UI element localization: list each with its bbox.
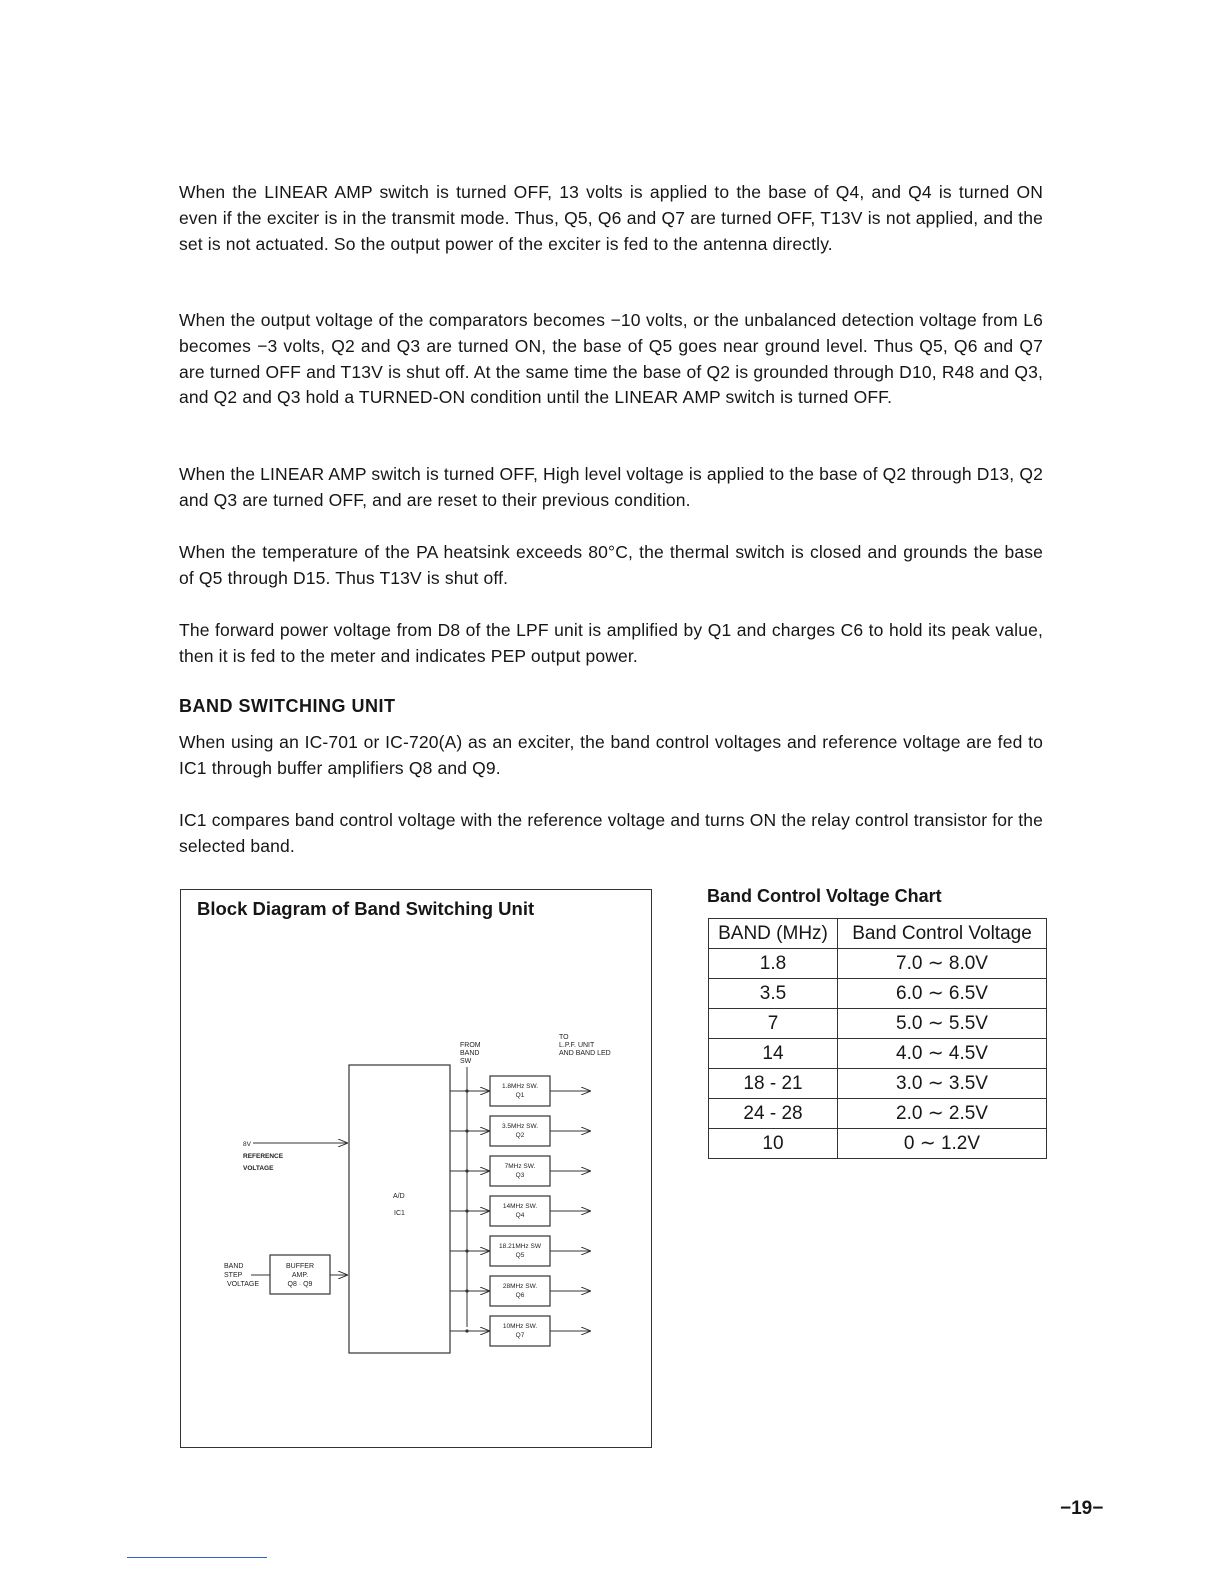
cell-band: 18 - 21 (709, 1069, 838, 1099)
switch-box (490, 1276, 550, 1306)
table-row (709, 949, 1047, 979)
header-voltage: Band Control Voltage (838, 919, 1047, 949)
from-label-line2: BAND (460, 1050, 480, 1057)
switch-name: 18.21MHz SW (499, 1243, 541, 1250)
switch-transistor: Q6 (515, 1292, 525, 1299)
paragraph-comparators: When the output voltage of the comparators becomes −10 volts, or the unbalanced detection voltage from L6 becomes −3 volts, Q2 and Q3 are turned ON, the base of Q5 goes near ground level. Thus Q5, Q6 and Q7 are turned OFF and T13V is shut off. At the same time the base of Q2 is grounded through D10, R48 and Q3, and Q2 and Q3 hold a TURNED-ON condition until the LINEAR AMP switch is turned OFF. (179, 310, 1043, 408)
bus-junction (465, 1129, 468, 1132)
paragraph-thermal: When the temperature of the PA heatsink exceeds 80°C, the thermal switch is closed and grounds the base of Q5 through D15. Thus T13V is shut off. (179, 542, 1043, 588)
switch-block (450, 1076, 590, 1106)
cell-voltage: 3.0 ∼ 3.5V (838, 1069, 1047, 1099)
switch-name: 28MHz SW. (502, 1283, 538, 1290)
page-number: −19− (1060, 1498, 1104, 1519)
switch-box (490, 1196, 550, 1226)
table-row (709, 979, 1047, 1009)
switch-block (450, 1236, 590, 1266)
table-header-row (709, 919, 1047, 949)
cell-voltage: 7.0 ∼ 8.0V (838, 949, 1047, 979)
cell-band: 7 (709, 1009, 838, 1039)
switch-block (450, 1196, 590, 1226)
bus-junction (465, 1249, 468, 1252)
cell-voltage: 0 ∼ 1.2V (838, 1129, 1047, 1159)
switch-transistor: Q2 (515, 1132, 525, 1139)
table-row (709, 1009, 1047, 1039)
buffer-label-q8q9: Q8 · Q9 (287, 1281, 313, 1288)
switch-name: 14MHz SW. (502, 1203, 538, 1210)
cell-voltage: 2.0 ∼ 2.5V (838, 1099, 1047, 1129)
switch-transistor: Q1 (515, 1092, 525, 1099)
section-heading: BAND SWITCHING UNIT (179, 696, 396, 716)
switch-blocks (450, 1076, 590, 1346)
table-title: Band Control Voltage Chart (707, 886, 942, 906)
switch-block (450, 1316, 590, 1346)
cell-band: 1.8 (709, 949, 838, 979)
bus-junction (465, 1289, 468, 1292)
to-label-line1: TO (559, 1034, 569, 1041)
switch-box (490, 1156, 550, 1186)
switch-name: 7MHz SW. (504, 1163, 536, 1170)
switch-name: 1.8MHz SW. (501, 1083, 539, 1090)
switch-block (450, 1156, 590, 1186)
switch-block (450, 1116, 590, 1146)
paragraph-linear-amp-off: When the LINEAR AMP switch is turned OFF, 13 volts is applied to the base of Q4, and Q4 is turned ON even if the exciter is in the transmit mode. Thus, Q5, Q6 and Q7 are turned OFF, T13V is not applied, and the set is not actuated. So the output power of the exciter is fed to the antenna directly. (179, 182, 1043, 254)
to-label-line3: AND BAND LED (559, 1050, 611, 1057)
ref-label-reference: REFERENCE (243, 1153, 284, 1160)
switch-transistor: Q3 (515, 1172, 525, 1179)
switch-transistor: Q5 (515, 1252, 525, 1259)
cell-band: 10 (709, 1129, 838, 1159)
table-row (709, 1069, 1047, 1099)
paragraph-band-intro: When using an IC-701 or IC-720(A) as an exciter, the band control voltages and reference voltage are fed to IC1 through buffer amplifiers Q8 and Q9. (179, 732, 1043, 778)
ic1-block (349, 1065, 450, 1353)
switch-box (490, 1116, 550, 1146)
switch-box (490, 1076, 550, 1106)
cell-band: 14 (709, 1039, 838, 1069)
switch-name: 3.5MHz SW. (501, 1123, 539, 1130)
to-label-line2: L.P.F. UNIT (559, 1042, 595, 1049)
table-row (709, 1039, 1047, 1069)
footer-rule (127, 1557, 267, 1558)
paragraph-ic1-compare: IC1 compares band control voltage with the reference voltage and turns ON the relay control transistor for the selected band. (179, 810, 1043, 856)
switch-name: 10MHz SW. (502, 1323, 538, 1330)
buffer-label-buffer: BUFFER (286, 1263, 314, 1270)
cell-voltage: 4.0 ∼ 4.5V (838, 1039, 1047, 1069)
band-control-voltage-table (708, 918, 1047, 1159)
switch-box (490, 1236, 550, 1266)
ic-label-ad: A/D (393, 1193, 405, 1200)
switch-block (450, 1276, 590, 1306)
from-label-line3: SW (460, 1058, 472, 1065)
paragraph-forward-power: The forward power voltage from D8 of the LPF unit is amplified by Q1 and charges C6 to hold its peak value, then it is fed to the meter and indicates PEP output power. (179, 620, 1043, 666)
bus-junction (465, 1169, 468, 1172)
cell-band: 24 - 28 (709, 1099, 838, 1129)
switch-transistor: Q4 (515, 1212, 525, 1219)
cell-voltage: 5.0 ∼ 5.5V (838, 1009, 1047, 1039)
switch-transistor: Q7 (515, 1332, 525, 1339)
band-step-label-band: BAND (224, 1263, 244, 1270)
ref-label-voltage: VOLTAGE (243, 1165, 274, 1172)
bus-junction (465, 1209, 468, 1212)
table-row (709, 1099, 1047, 1129)
cell-band: 3.5 (709, 979, 838, 1009)
header-band: BAND (MHz) (709, 919, 838, 949)
ic-label-ic1: IC1 (394, 1210, 405, 1217)
bus-junction (465, 1089, 468, 1092)
bus-junction (465, 1329, 468, 1332)
switch-box (490, 1316, 550, 1346)
from-label-line1: FROM (460, 1042, 481, 1049)
buffer-label-amp: AMP. (291, 1272, 309, 1279)
table-row (709, 1129, 1047, 1159)
cell-voltage: 6.0 ∼ 6.5V (838, 979, 1047, 1009)
ref-label-8v: 8V (243, 1141, 251, 1148)
band-step-label-voltage: VOLTAGE (227, 1281, 260, 1288)
band-step-label-step: STEP (224, 1272, 243, 1279)
paragraph-reset: When the LINEAR AMP switch is turned OFF, High level voltage is applied to the base of Q2 through D13, Q2 and Q3 are turned OFF, and are reset to their previous condition. (179, 464, 1043, 510)
diagram-title: Block Diagram of Band Switching Unit (197, 898, 535, 919)
